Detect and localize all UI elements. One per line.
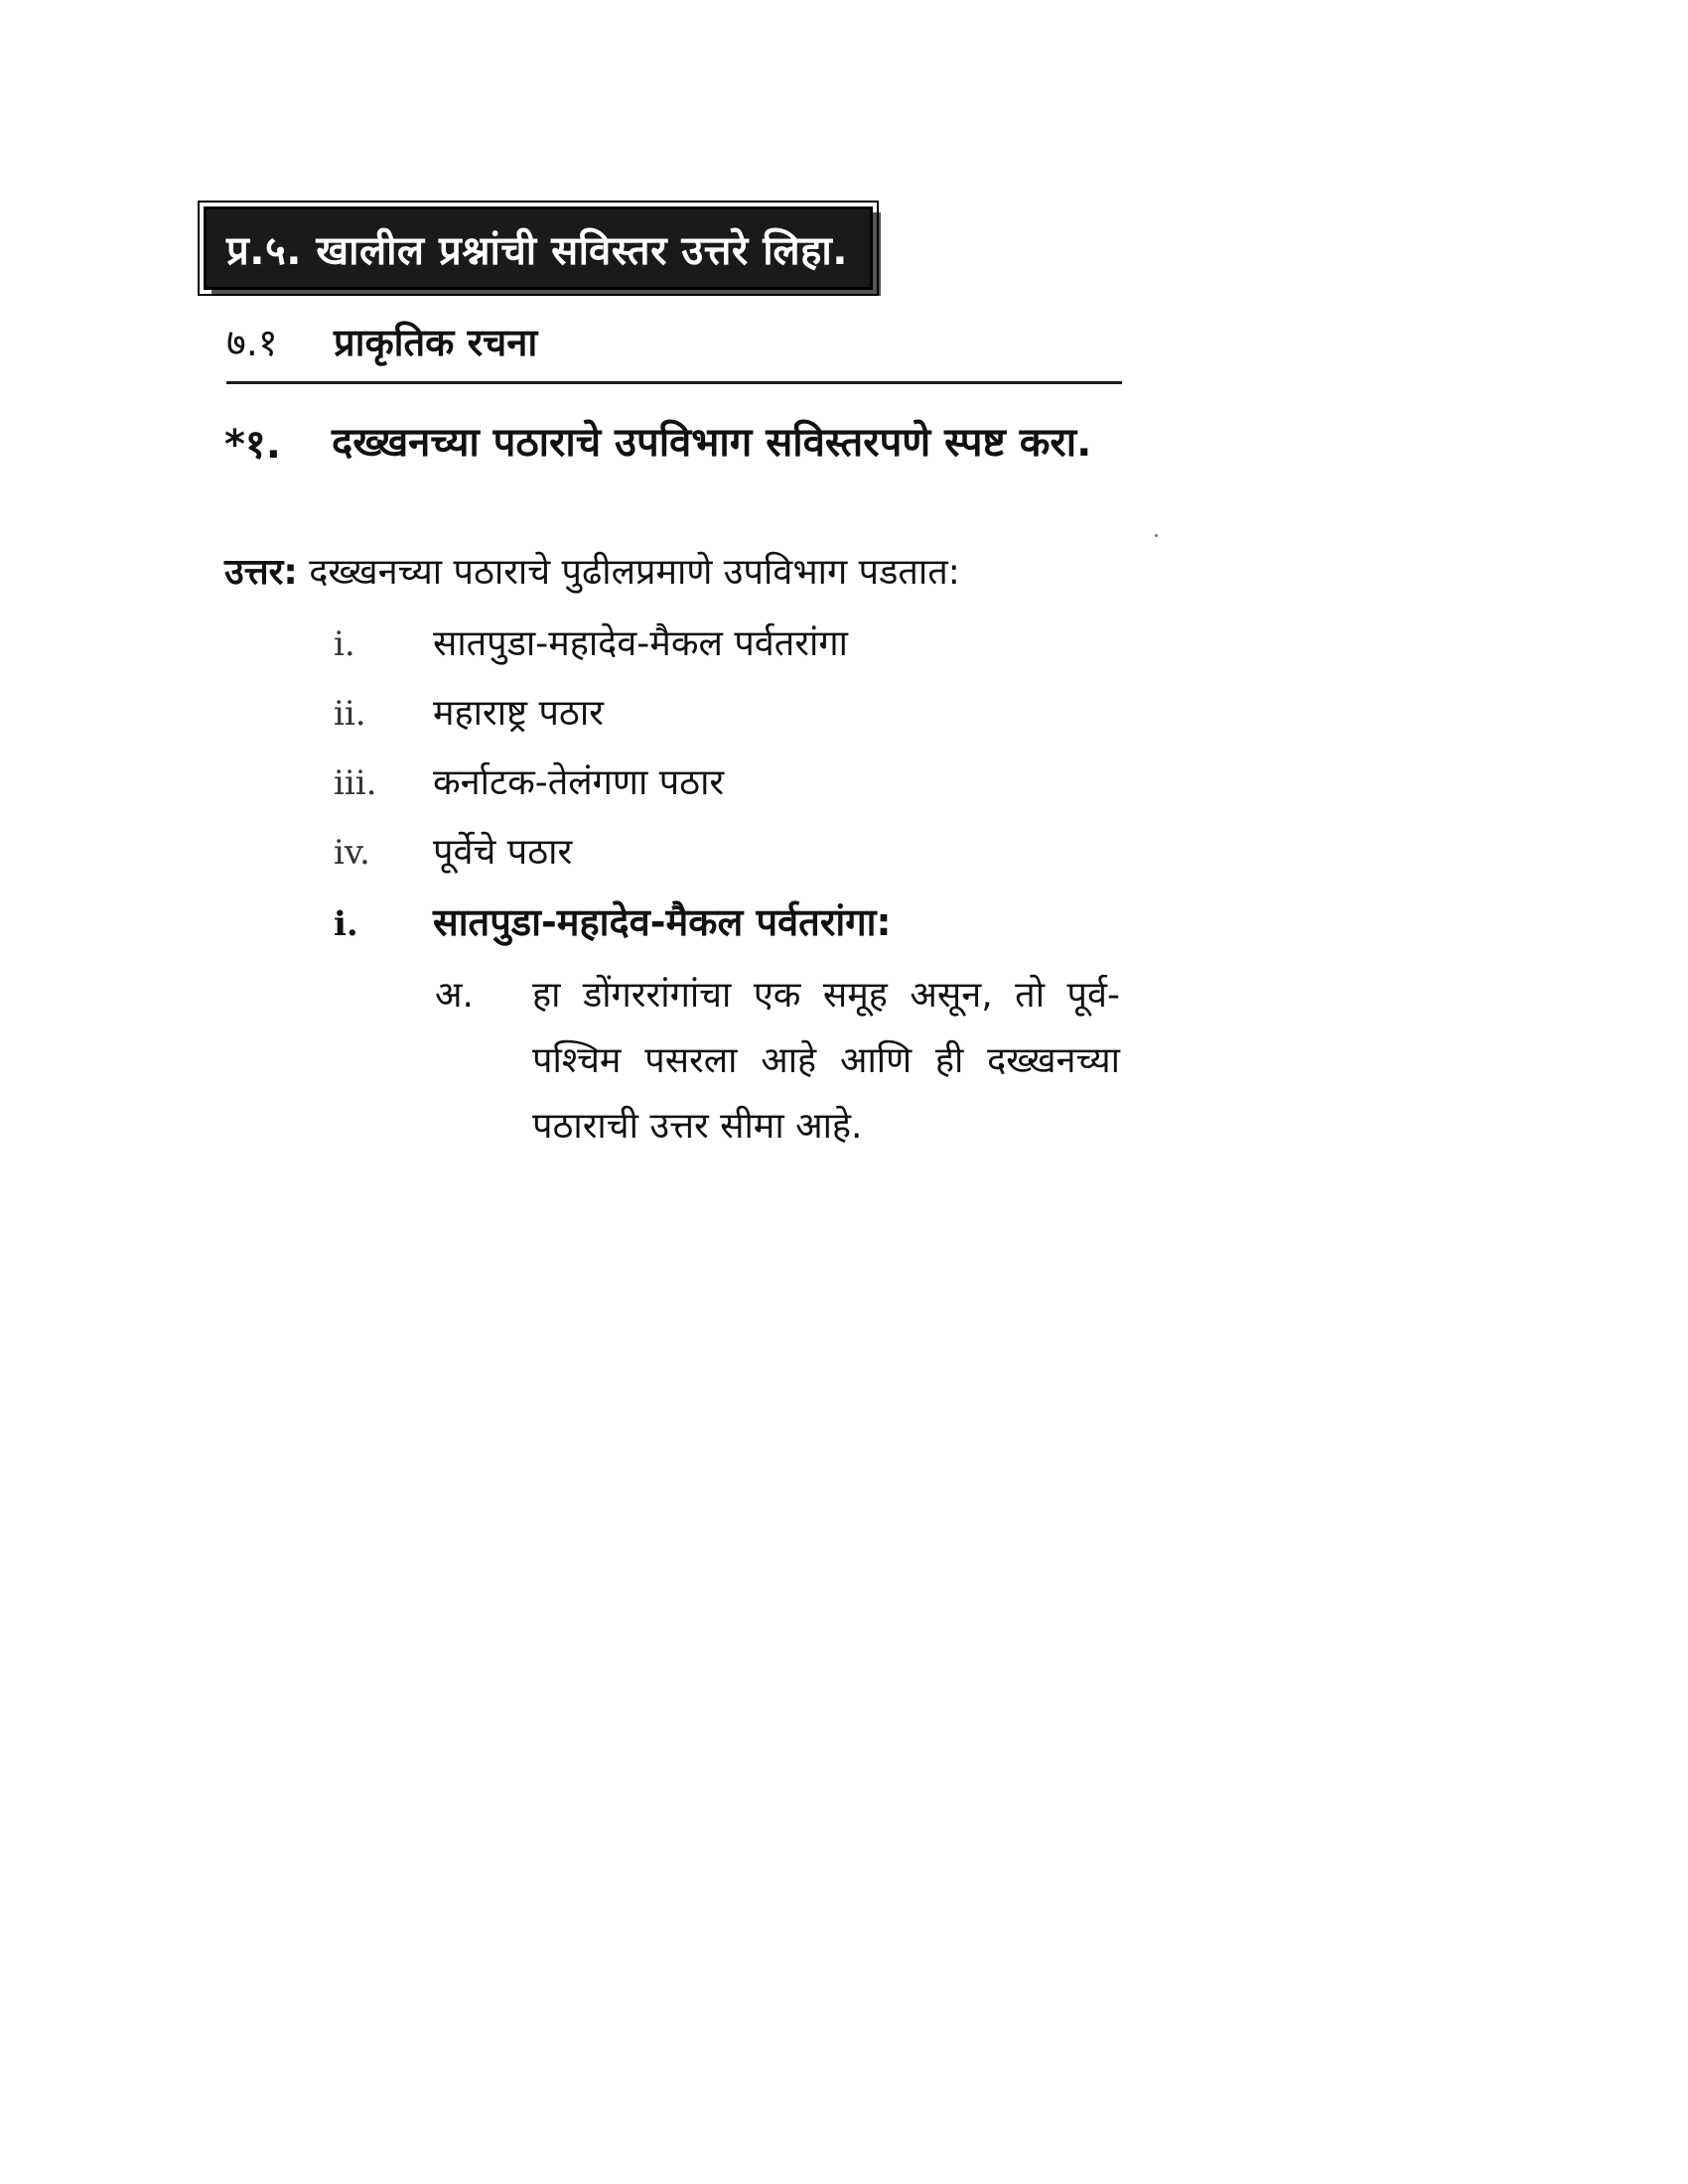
answer-intro-line xyxy=(224,546,960,595)
subsection-number: i. xyxy=(334,904,358,944)
question-text: दख्खनच्या पठाराचे उपविभाग सविस्तरपणे स्पष्ट करा. xyxy=(332,420,1092,466)
subsection-heading xyxy=(334,895,892,947)
list-item-text: सातपुडा-महादेव-मैकल पर्वतरांगा xyxy=(433,623,848,664)
question-number: *१. xyxy=(224,422,281,468)
list-item-number: ii. xyxy=(334,694,366,734)
subsection-title: सातपुडा-महादेव-मैकल पर्वतरांगा: xyxy=(433,900,892,944)
list-item-number: i. xyxy=(334,624,355,664)
point-text: हा डोंगररांगांचा एक समूह असून, तो पूर्व-पश्चिम पसरला आहे आणि ही दख्खनच्या पठाराची उत्तर सीमा आहे. xyxy=(532,975,1120,1147)
answer-label: उत्तर: xyxy=(224,552,298,593)
list-item-number: iv. xyxy=(334,833,370,873)
section-divider xyxy=(226,381,1122,384)
section-heading xyxy=(226,316,537,367)
list-item xyxy=(334,617,848,666)
scan-speck xyxy=(1155,534,1158,537)
list-item-number: iii. xyxy=(334,763,377,803)
banner-title: प्र.५. खालील प्रश्नांची सविस्तर उत्तरे लिहा. xyxy=(226,227,848,274)
list-item-text: कर्नाटक-तेलंगणा पठार xyxy=(433,762,725,803)
question-banner xyxy=(204,206,873,290)
list-item xyxy=(334,756,724,805)
list-item-text: पूर्वेचे पठार xyxy=(433,832,573,873)
list-item xyxy=(334,826,572,875)
section-title: प्राकृतिक रचना xyxy=(334,321,538,364)
section-number: ७.१ xyxy=(226,321,278,364)
list-item-text: महाराष्ट्र पठार xyxy=(433,693,604,734)
answer-intro: दख्खनच्या पठाराचे पुढीलप्रमाणे उपविभाग पडतात: xyxy=(309,552,960,593)
point-marker: अ. xyxy=(435,975,474,1016)
list-item xyxy=(334,687,604,736)
